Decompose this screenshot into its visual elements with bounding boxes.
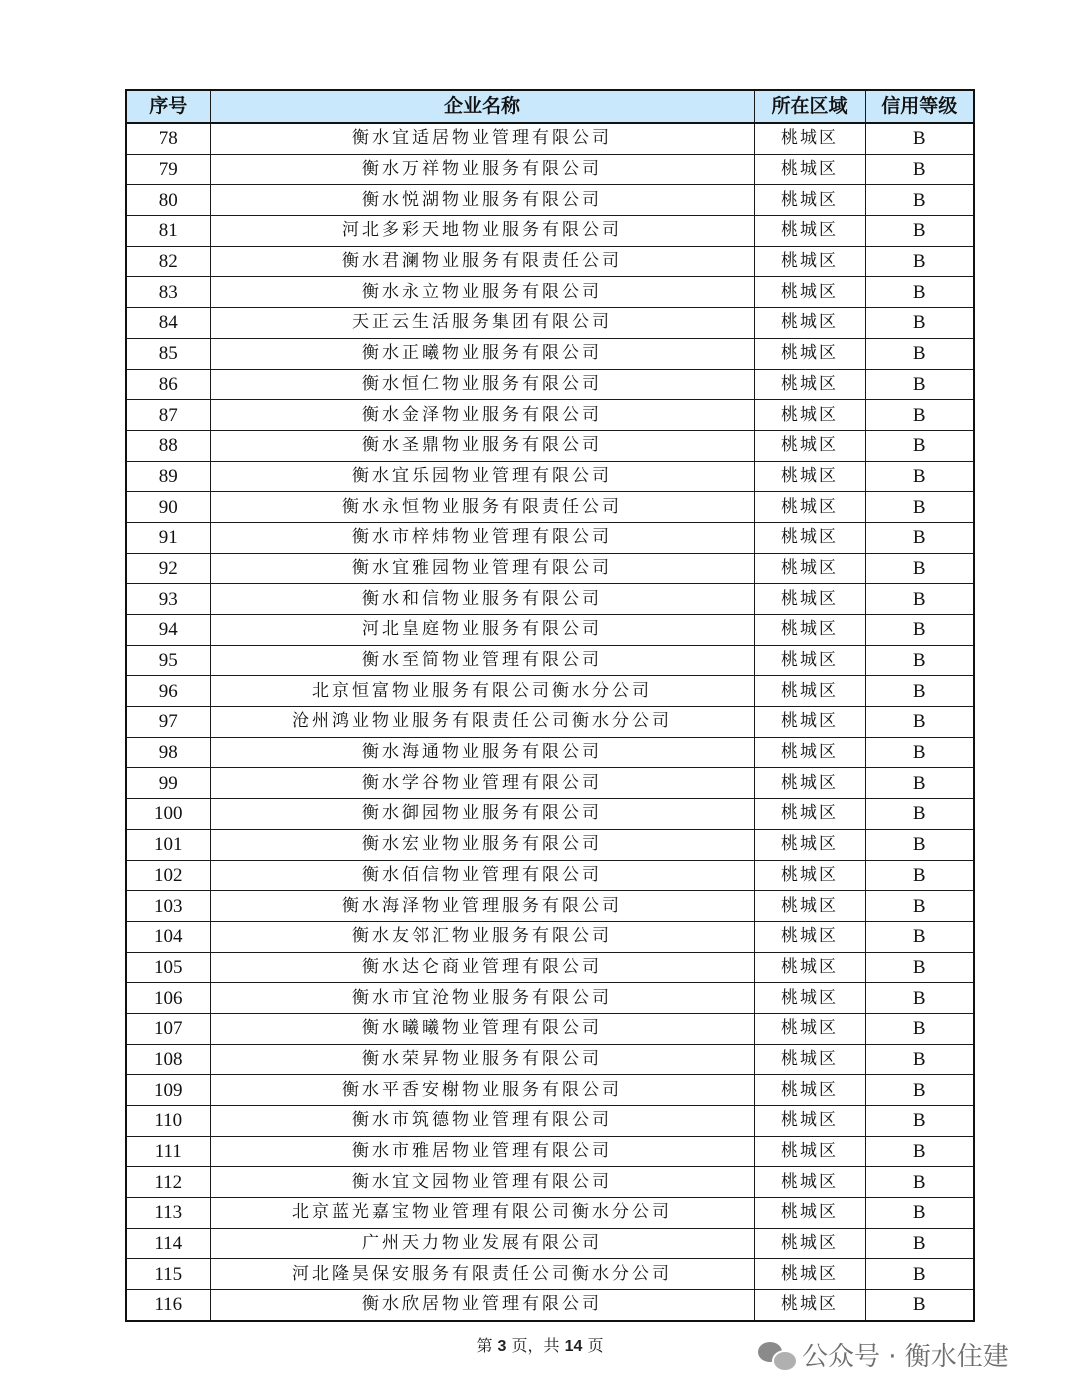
- credit-grade: B: [865, 1198, 974, 1229]
- district: 桃城区: [754, 369, 865, 400]
- company-name: 衡水友邻汇物业服务有限公司: [210, 921, 754, 952]
- company-name: 衡水宜文园物业管理有限公司: [210, 1167, 754, 1198]
- district: 桃城区: [754, 1044, 865, 1075]
- company-name: 衡水欣居物业管理有限公司: [210, 1290, 754, 1321]
- district: 桃城区: [754, 768, 865, 799]
- table-row: [126, 1198, 974, 1229]
- row-index: 101: [126, 829, 210, 860]
- district: 桃城区: [754, 1013, 865, 1044]
- header-index: 序号: [126, 90, 210, 123]
- row-index: 92: [126, 553, 210, 584]
- credit-grade: B: [865, 676, 974, 707]
- company-name: 衡水正曦物业服务有限公司: [210, 338, 754, 369]
- district: 桃城区: [754, 615, 865, 646]
- row-index: 87: [126, 400, 210, 431]
- district: 桃城区: [754, 1259, 865, 1290]
- company-name: 北京蓝光嘉宝物业管理有限公司衡水分公司: [210, 1198, 754, 1229]
- company-name: 衡水平香安榭物业服务有限公司: [210, 1075, 754, 1106]
- credit-grade: B: [865, 185, 974, 216]
- credit-grade: B: [865, 707, 974, 738]
- company-name: 衡水和信物业服务有限公司: [210, 584, 754, 615]
- company-name: 衡水达仑商业管理有限公司: [210, 952, 754, 983]
- credit-grade: B: [865, 154, 974, 185]
- table-row: [126, 829, 974, 860]
- table-row: [126, 891, 974, 922]
- credit-grade: B: [865, 369, 974, 400]
- credit-grade: B: [865, 461, 974, 492]
- credit-grade: B: [865, 768, 974, 799]
- company-name: 衡水圣鼎物业服务有限公司: [210, 430, 754, 461]
- district: 桃城区: [754, 921, 865, 952]
- district: 桃城区: [754, 1167, 865, 1198]
- credit-grade: B: [865, 983, 974, 1014]
- row-index: 109: [126, 1075, 210, 1106]
- credit-grade: B: [865, 891, 974, 922]
- company-name: 北京恒富物业服务有限公司衡水分公司: [210, 676, 754, 707]
- credit-grade: B: [865, 338, 974, 369]
- district: 桃城区: [754, 891, 865, 922]
- table-row: [126, 799, 974, 830]
- company-name: 衡水御园物业服务有限公司: [210, 799, 754, 830]
- table-row: [126, 400, 974, 431]
- table-row: [126, 461, 974, 492]
- footer-page-number: 3: [497, 1338, 507, 1355]
- table-row: [126, 154, 974, 185]
- row-index: 112: [126, 1167, 210, 1198]
- credit-grade: B: [865, 277, 974, 308]
- credit-grade: B: [865, 553, 974, 584]
- footer-suffix: 页: [587, 1336, 604, 1355]
- company-name: 天正云生活服务集团有限公司: [210, 308, 754, 339]
- credit-grade: B: [865, 829, 974, 860]
- company-name: 衡水海泽物业管理服务有限公司: [210, 891, 754, 922]
- credit-grade: B: [865, 1136, 974, 1167]
- row-index: 86: [126, 369, 210, 400]
- table-row: [126, 1228, 974, 1259]
- table-row: [126, 123, 974, 154]
- credit-grade: B: [865, 308, 974, 339]
- table-row: [126, 492, 974, 523]
- row-index: 100: [126, 799, 210, 830]
- district: 桃城区: [754, 1106, 865, 1137]
- company-name: 衡水荣昇物业服务有限公司: [210, 1044, 754, 1075]
- table-row: [126, 768, 974, 799]
- district: 桃城区: [754, 707, 865, 738]
- company-name: 衡水市梓炜物业管理有限公司: [210, 522, 754, 553]
- row-index: 95: [126, 645, 210, 676]
- table-row: [126, 185, 974, 216]
- credit-grade: B: [865, 737, 974, 768]
- district: 桃城区: [754, 123, 865, 154]
- row-index: 91: [126, 522, 210, 553]
- row-index: 114: [126, 1228, 210, 1259]
- row-index: 78: [126, 123, 210, 154]
- district: 桃城区: [754, 676, 865, 707]
- district: 桃城区: [754, 430, 865, 461]
- header-district: 所在区域: [754, 90, 865, 123]
- credit-grade: B: [865, 1259, 974, 1290]
- table-row: [126, 1044, 974, 1075]
- credit-grade: B: [865, 645, 974, 676]
- credit-grade: B: [865, 952, 974, 983]
- row-index: 90: [126, 492, 210, 523]
- credit-grade: B: [865, 1228, 974, 1259]
- table-row: [126, 676, 974, 707]
- credit-grade: B: [865, 430, 974, 461]
- table-row: [126, 338, 974, 369]
- table-row: [126, 522, 974, 553]
- district: 桃城区: [754, 154, 865, 185]
- company-name: 衡水永恒物业服务有限责任公司: [210, 492, 754, 523]
- credit-grade: B: [865, 615, 974, 646]
- row-index: 106: [126, 983, 210, 1014]
- table-row: [126, 553, 974, 584]
- row-index: 104: [126, 921, 210, 952]
- credit-grade: B: [865, 216, 974, 247]
- district: 桃城区: [754, 829, 865, 860]
- row-index: 111: [126, 1136, 210, 1167]
- row-index: 102: [126, 860, 210, 891]
- footer-total-pages: 14: [564, 1338, 583, 1355]
- district: 桃城区: [754, 246, 865, 277]
- row-index: 116: [126, 1290, 210, 1321]
- company-name: 衡水曦曦物业管理有限公司: [210, 1013, 754, 1044]
- row-index: 81: [126, 216, 210, 247]
- district: 桃城区: [754, 461, 865, 492]
- table-row: [126, 1290, 974, 1321]
- district: 桃城区: [754, 185, 865, 216]
- credit-grade: B: [865, 246, 974, 277]
- table-row: [126, 615, 974, 646]
- company-name: 衡水宏业物业服务有限公司: [210, 829, 754, 860]
- row-index: 84: [126, 308, 210, 339]
- credit-grade: B: [865, 1075, 974, 1106]
- company-name: 河北隆昊保安服务有限责任公司衡水分公司: [210, 1259, 754, 1290]
- credit-grade: B: [865, 584, 974, 615]
- district: 桃城区: [754, 983, 865, 1014]
- row-index: 107: [126, 1013, 210, 1044]
- wechat-watermark: [758, 1336, 1009, 1373]
- credit-grade: B: [865, 1106, 974, 1137]
- table-row: [126, 707, 974, 738]
- credit-grade: B: [865, 1013, 974, 1044]
- row-index: 89: [126, 461, 210, 492]
- district: 桃城区: [754, 799, 865, 830]
- company-name: 沧州鸿业物业服务有限责任公司衡水分公司: [210, 707, 754, 738]
- credit-grade: B: [865, 400, 974, 431]
- company-name: 衡水君澜物业服务有限责任公司: [210, 246, 754, 277]
- row-index: 80: [126, 185, 210, 216]
- table-row: [126, 584, 974, 615]
- credit-grade: B: [865, 1167, 974, 1198]
- company-name: 河北多彩天地物业服务有限公司: [210, 216, 754, 247]
- district: 桃城区: [754, 216, 865, 247]
- row-index: 103: [126, 891, 210, 922]
- company-name: 衡水永立物业服务有限公司: [210, 277, 754, 308]
- credit-grade: B: [865, 799, 974, 830]
- row-index: 113: [126, 1198, 210, 1229]
- credit-table-container: [125, 89, 973, 1322]
- table-row: [126, 737, 974, 768]
- company-name: 衡水海通物业服务有限公司: [210, 737, 754, 768]
- credit-grade: B: [865, 1290, 974, 1321]
- company-name: 衡水宜乐园物业管理有限公司: [210, 461, 754, 492]
- credit-grade: B: [865, 123, 974, 154]
- table-row: [126, 1259, 974, 1290]
- table-row: [126, 1075, 974, 1106]
- row-index: 96: [126, 676, 210, 707]
- credit-grade: B: [865, 1044, 974, 1075]
- row-index: 105: [126, 952, 210, 983]
- company-name: 衡水金泽物业服务有限公司: [210, 400, 754, 431]
- table-row: [126, 277, 974, 308]
- footer-middle: 页，共: [511, 1336, 560, 1355]
- footer-prefix: 第: [476, 1336, 493, 1355]
- district: 桃城区: [754, 1228, 865, 1259]
- row-index: 88: [126, 430, 210, 461]
- row-index: 93: [126, 584, 210, 615]
- district: 桃城区: [754, 492, 865, 523]
- row-index: 85: [126, 338, 210, 369]
- table-row: [126, 246, 974, 277]
- district: 桃城区: [754, 645, 865, 676]
- row-index: 83: [126, 277, 210, 308]
- company-name: 河北皇庭物业服务有限公司: [210, 615, 754, 646]
- company-name: 衡水市宜沧物业服务有限公司: [210, 983, 754, 1014]
- table-header-row: [126, 90, 974, 123]
- company-name: 衡水至简物业管理有限公司: [210, 645, 754, 676]
- credit-grade: B: [865, 921, 974, 952]
- company-name: 衡水市雅居物业管理有限公司: [210, 1136, 754, 1167]
- district: 桃城区: [754, 277, 865, 308]
- company-name: 衡水佰信物业管理有限公司: [210, 860, 754, 891]
- district: 桃城区: [754, 1198, 865, 1229]
- table-row: [126, 369, 974, 400]
- table-body: [126, 123, 974, 1321]
- district: 桃城区: [754, 952, 865, 983]
- district: 桃城区: [754, 737, 865, 768]
- district: 桃城区: [754, 338, 865, 369]
- district: 桃城区: [754, 522, 865, 553]
- row-index: 82: [126, 246, 210, 277]
- district: 桃城区: [754, 400, 865, 431]
- company-name: 衡水宜雅园物业管理有限公司: [210, 553, 754, 584]
- company-name: 衡水学谷物业管理有限公司: [210, 768, 754, 799]
- district: 桃城区: [754, 1136, 865, 1167]
- row-index: 115: [126, 1259, 210, 1290]
- table-row: [126, 645, 974, 676]
- row-index: 110: [126, 1106, 210, 1137]
- watermark-text: 公众号 · 衡水住建: [802, 1342, 1009, 1372]
- district: 桃城区: [754, 308, 865, 339]
- table-row: [126, 921, 974, 952]
- table-row: [126, 860, 974, 891]
- row-index: 79: [126, 154, 210, 185]
- credit-rating-table: [125, 89, 975, 1322]
- credit-grade: B: [865, 492, 974, 523]
- row-index: 97: [126, 707, 210, 738]
- company-name: 衡水宜适居物业管理有限公司: [210, 123, 754, 154]
- header-credit-grade: 信用等级: [865, 90, 974, 123]
- company-name: 广州天力物业发展有限公司: [210, 1228, 754, 1259]
- table-row: [126, 983, 974, 1014]
- row-index: 98: [126, 737, 210, 768]
- district: 桃城区: [754, 553, 865, 584]
- table-row: [126, 1167, 974, 1198]
- company-name: 衡水市筑德物业管理有限公司: [210, 1106, 754, 1137]
- table-row: [126, 216, 974, 247]
- table-row: [126, 308, 974, 339]
- district: 桃城区: [754, 860, 865, 891]
- district: 桃城区: [754, 1290, 865, 1321]
- row-index: 94: [126, 615, 210, 646]
- header-company-name: 企业名称: [210, 90, 754, 123]
- district: 桃城区: [754, 1075, 865, 1106]
- table-row: [126, 1013, 974, 1044]
- credit-grade: B: [865, 522, 974, 553]
- table-row: [126, 1106, 974, 1137]
- row-index: 108: [126, 1044, 210, 1075]
- company-name: 衡水恒仁物业服务有限公司: [210, 369, 754, 400]
- company-name: 衡水悦湖物业服务有限公司: [210, 185, 754, 216]
- row-index: 99: [126, 768, 210, 799]
- table-row: [126, 952, 974, 983]
- district: 桃城区: [754, 584, 865, 615]
- table-row: [126, 430, 974, 461]
- table-row: [126, 1136, 974, 1167]
- credit-grade: B: [865, 860, 974, 891]
- wechat-icon: [758, 1340, 794, 1370]
- company-name: 衡水万祥物业服务有限公司: [210, 154, 754, 185]
